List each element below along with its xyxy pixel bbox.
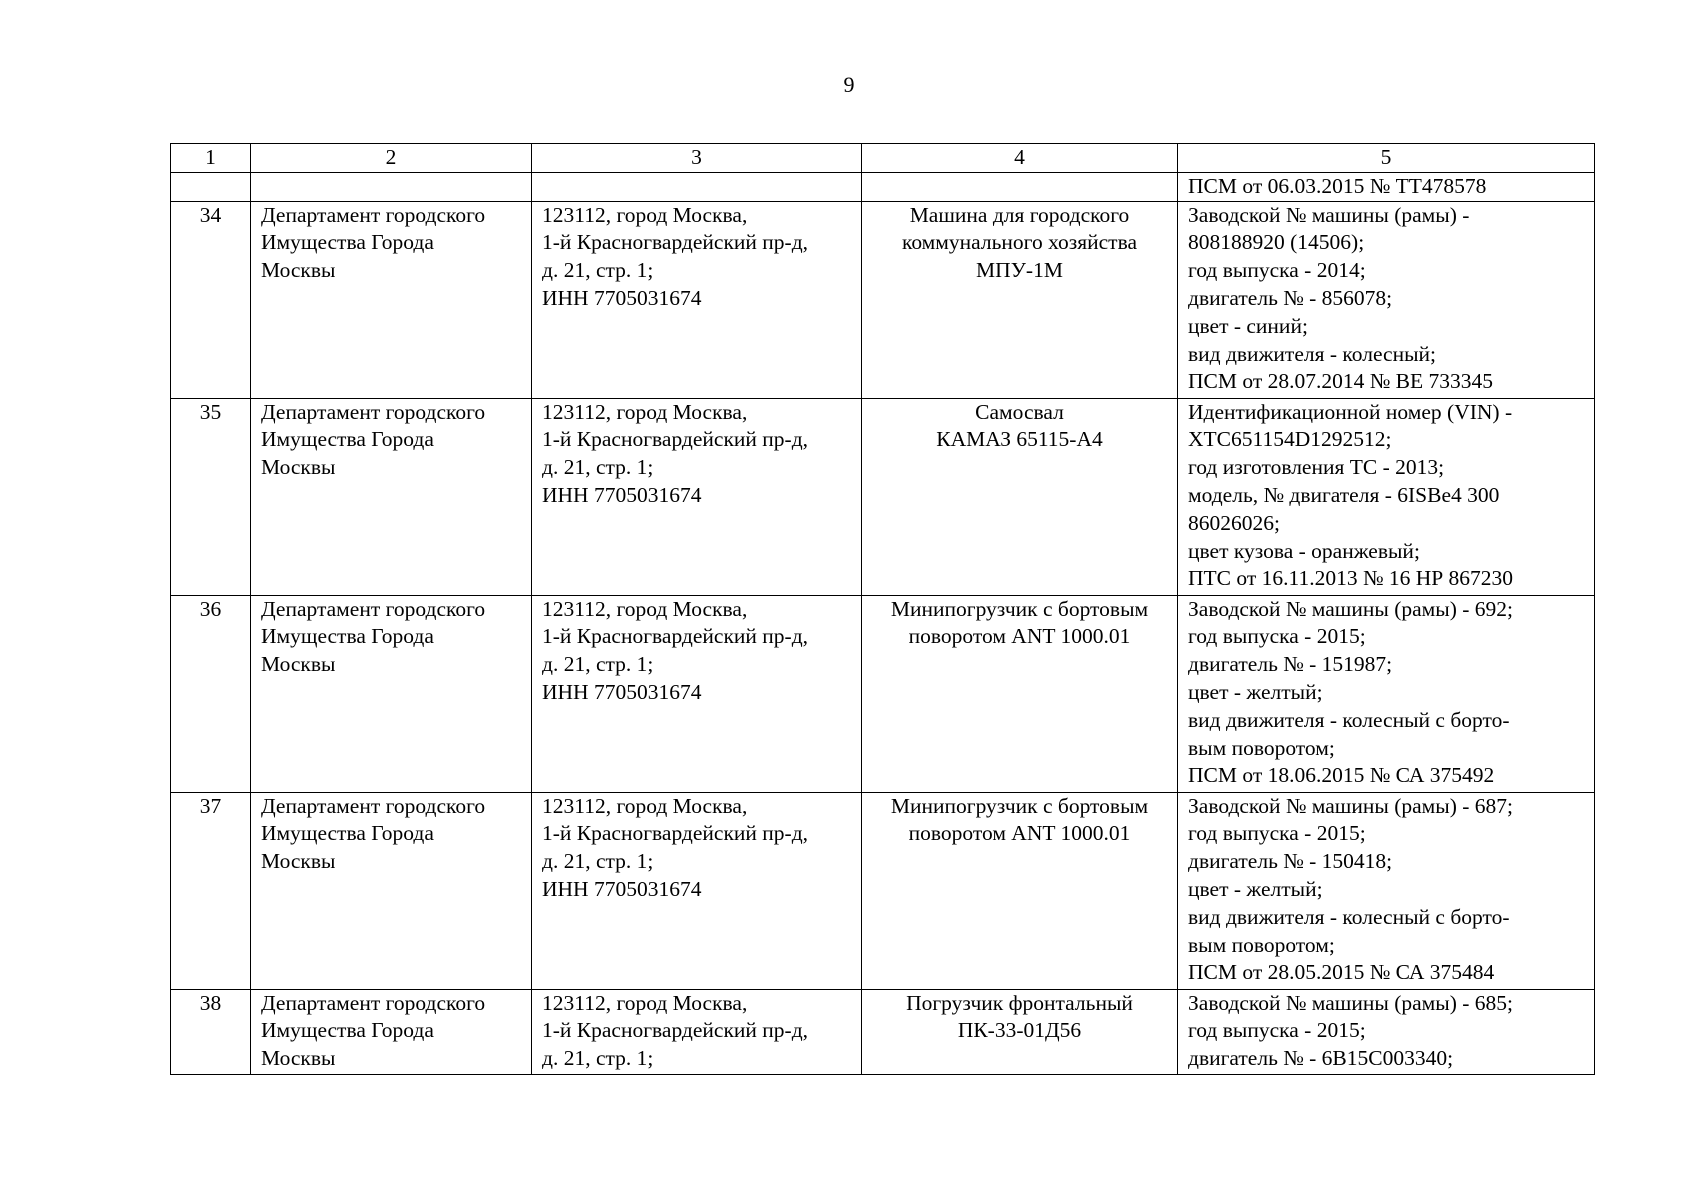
address-cell: 123112, город Москва, 1-й Красногвардейский пр-д, д. 21, стр. 1; ИНН 7705031674 [532,398,862,595]
row-number-cell [171,172,251,201]
owner-cell: Департамент городского Имущества Города Москвы [251,595,532,792]
vehicle-cell: Самосвал КАМАЗ 65115-А4 [862,398,1178,595]
address-cell [532,172,862,201]
details-cell: Заводской № машины (рамы) - 808188920 (14506); год выпуска - 2014; двигатель № - 856078; цвет - синий; вид движителя - колесный; ПСМ от 28.07.2014 № ВЕ 733345 [1178,201,1595,398]
table-row [171,989,1595,1074]
details-cell: Идентификационной номер (VIN) - XTC651154D1292512; год изготовления ТС - 2013; модель, № двигателя - 6ISBe4 300 86026026; цвет кузова - оранжевый; ПТС от 16.11.2013 № 16 НР 867230 [1178,398,1595,595]
owner-cell: Департамент городского Имущества Города Москвы [251,398,532,595]
row-number-cell: 36 [171,595,251,792]
column-header-5: 5 [1178,144,1595,173]
vehicle-registry-table [170,143,1595,1075]
table-header-row [171,144,1595,173]
details-cell: Заводской № машины (рамы) - 692; год выпуска - 2015; двигатель № - 151987; цвет - желтый; вид движителя - колесный с борто- вым поворотом; ПСМ от 18.06.2015 № СА 375492 [1178,595,1595,792]
vehicle-cell: Минипогрузчик с бортовым поворотом ANT 1000.01 [862,595,1178,792]
row-number-cell: 34 [171,201,251,398]
table-row [171,201,1595,398]
row-number-cell: 37 [171,792,251,989]
vehicle-cell: Минипогрузчик с бортовым поворотом ANT 1000.01 [862,792,1178,989]
vehicle-cell: Машина для городского коммунального хозяйства МПУ-1М [862,201,1178,398]
address-cell: 123112, город Москва, 1-й Красногвардейский пр-д, д. 21, стр. 1; [532,989,862,1074]
vehicle-cell: Погрузчик фронтальный ПК-33-01Д56 [862,989,1178,1074]
column-header-4: 4 [862,144,1178,173]
column-header-2: 2 [251,144,532,173]
row-number-cell: 38 [171,989,251,1074]
owner-cell [251,172,532,201]
column-header-1: 1 [171,144,251,173]
table-row [171,398,1595,595]
details-cell: ПСМ от 06.03.2015 № ТТ478578 [1178,172,1595,201]
details-cell: Заводской № машины (рамы) - 687; год выпуска - 2015; двигатель № - 150418; цвет - желтый; вид движителя - колесный с борто- вым поворотом; ПСМ от 28.05.2015 № СА 375484 [1178,792,1595,989]
owner-cell: Департамент городского Имущества Города Москвы [251,792,532,989]
column-header-3: 3 [532,144,862,173]
vehicle-cell [862,172,1178,201]
owner-cell: Департамент городского Имущества Города Москвы [251,201,532,398]
table-row [171,595,1595,792]
details-cell: Заводской № машины (рамы) - 685; год выпуска - 2015; двигатель № - 6В15С003340; [1178,989,1595,1074]
table-row [171,172,1595,201]
page-number: 9 [843,72,855,97]
address-cell: 123112, город Москва, 1-й Красногвардейский пр-д, д. 21, стр. 1; ИНН 7705031674 [532,595,862,792]
table-row [171,792,1595,989]
address-cell: 123112, город Москва, 1-й Красногвардейский пр-д, д. 21, стр. 1; ИНН 7705031674 [532,201,862,398]
address-cell: 123112, город Москва, 1-й Красногвардейский пр-д, д. 21, стр. 1; ИНН 7705031674 [532,792,862,989]
owner-cell: Департамент городского Имущества Города Москвы [251,989,532,1074]
row-number-cell: 35 [171,398,251,595]
